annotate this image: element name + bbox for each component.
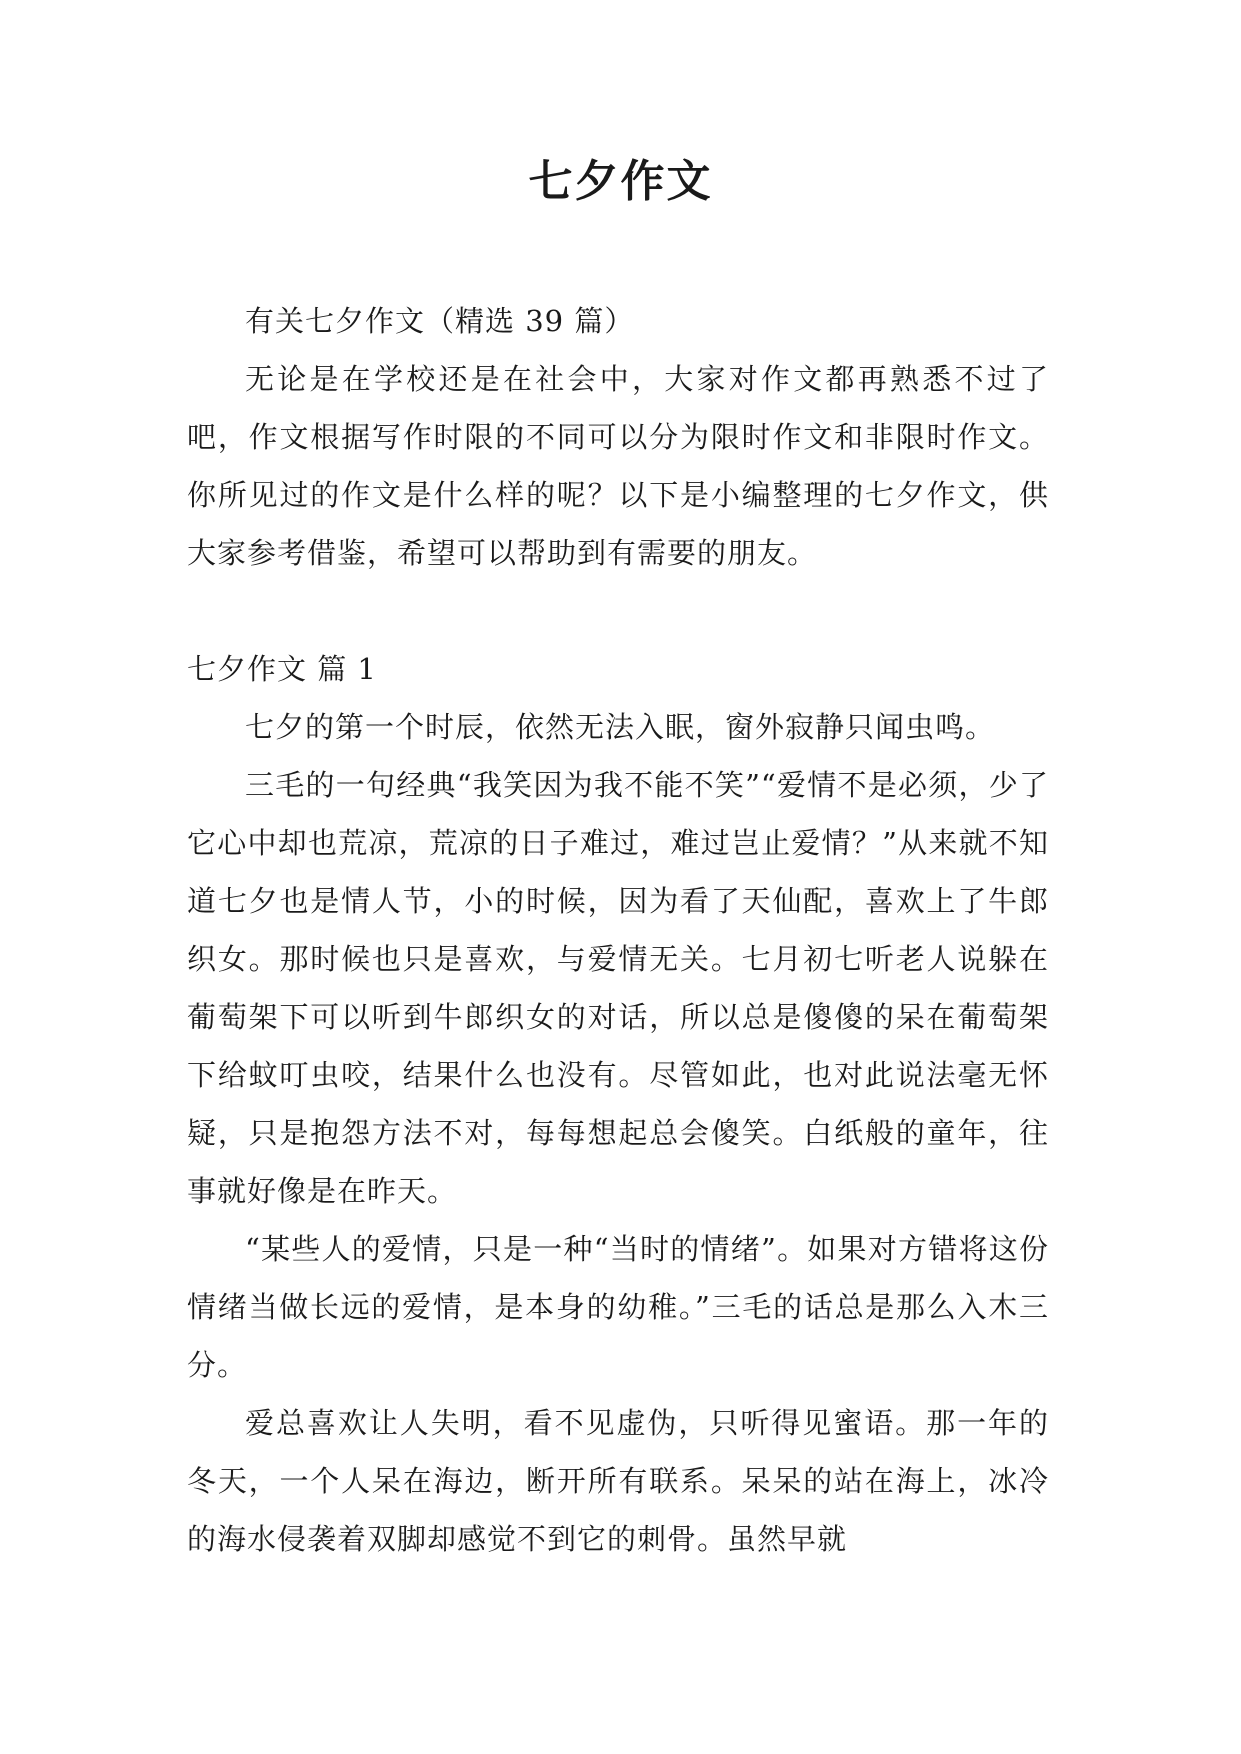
body-paragraph: 三毛的一句经典“我笑因为我不能不笑”“爱情不是必须，少了它心中却也荒凉，荒凉的日子难过，难过岂止爱情？”从来就不知道七夕也是情人节，小的时候，因为看了天仙配，喜欢上了牛郎织女。那时候也只是喜欢，与爱情无关。七月初七听老人说躲在葡萄架下可以听到牛郎织女的对话，所以总是傻傻的呆在葡萄架下给蚊叮虫咬，结果什么也没有。尽管如此，也对此说法毫无怀疑，只是抱怨方法不对，每每想起总会傻笑。白纸般的童年，往事就好像是在昨天。 — [187, 768, 1049, 1208]
section-heading: 七夕作文 篇 1 — [187, 652, 377, 686]
body-paragraph: 爱总喜欢让人失明，看不见虚伪，只听得见蜜语。那一年的冬天，一个人呆在海边，断开所有联系。呆呆的站在海上，冰冷的海水侵袭着双脚却感觉不到它的刺骨。虽然早就 — [187, 1406, 1049, 1556]
intro-paragraph: 无论是在学校还是在社会中，大家对作文都再熟悉不过了吧，作文根据写作时限的不同可以分为限时作文和非限时作文。你所见过的作文是什么样的呢？以下是小编整理的七夕作文，供大家参考借鉴，希望可以帮助到有需要的朋友。 — [187, 362, 1049, 570]
paragraph-spacer — [187, 582, 1049, 640]
document-title: 七夕作文 — [528, 156, 713, 207]
body-paragraph: “某些人的爱情，只是一种“当时的情绪”。如果对方错将这份情绪当做长远的爱情，是本身的幼稚。”三毛的话总是那么入木三分。 — [187, 1232, 1049, 1382]
subtitle-paragraph: 有关七夕作文（精选 39 篇） — [245, 304, 635, 338]
document-body — [187, 292, 1049, 1568]
body-paragraph: 七夕的第一个时辰，依然无法入眠，窗外寂静只闻虫鸣。 — [245, 710, 996, 744]
